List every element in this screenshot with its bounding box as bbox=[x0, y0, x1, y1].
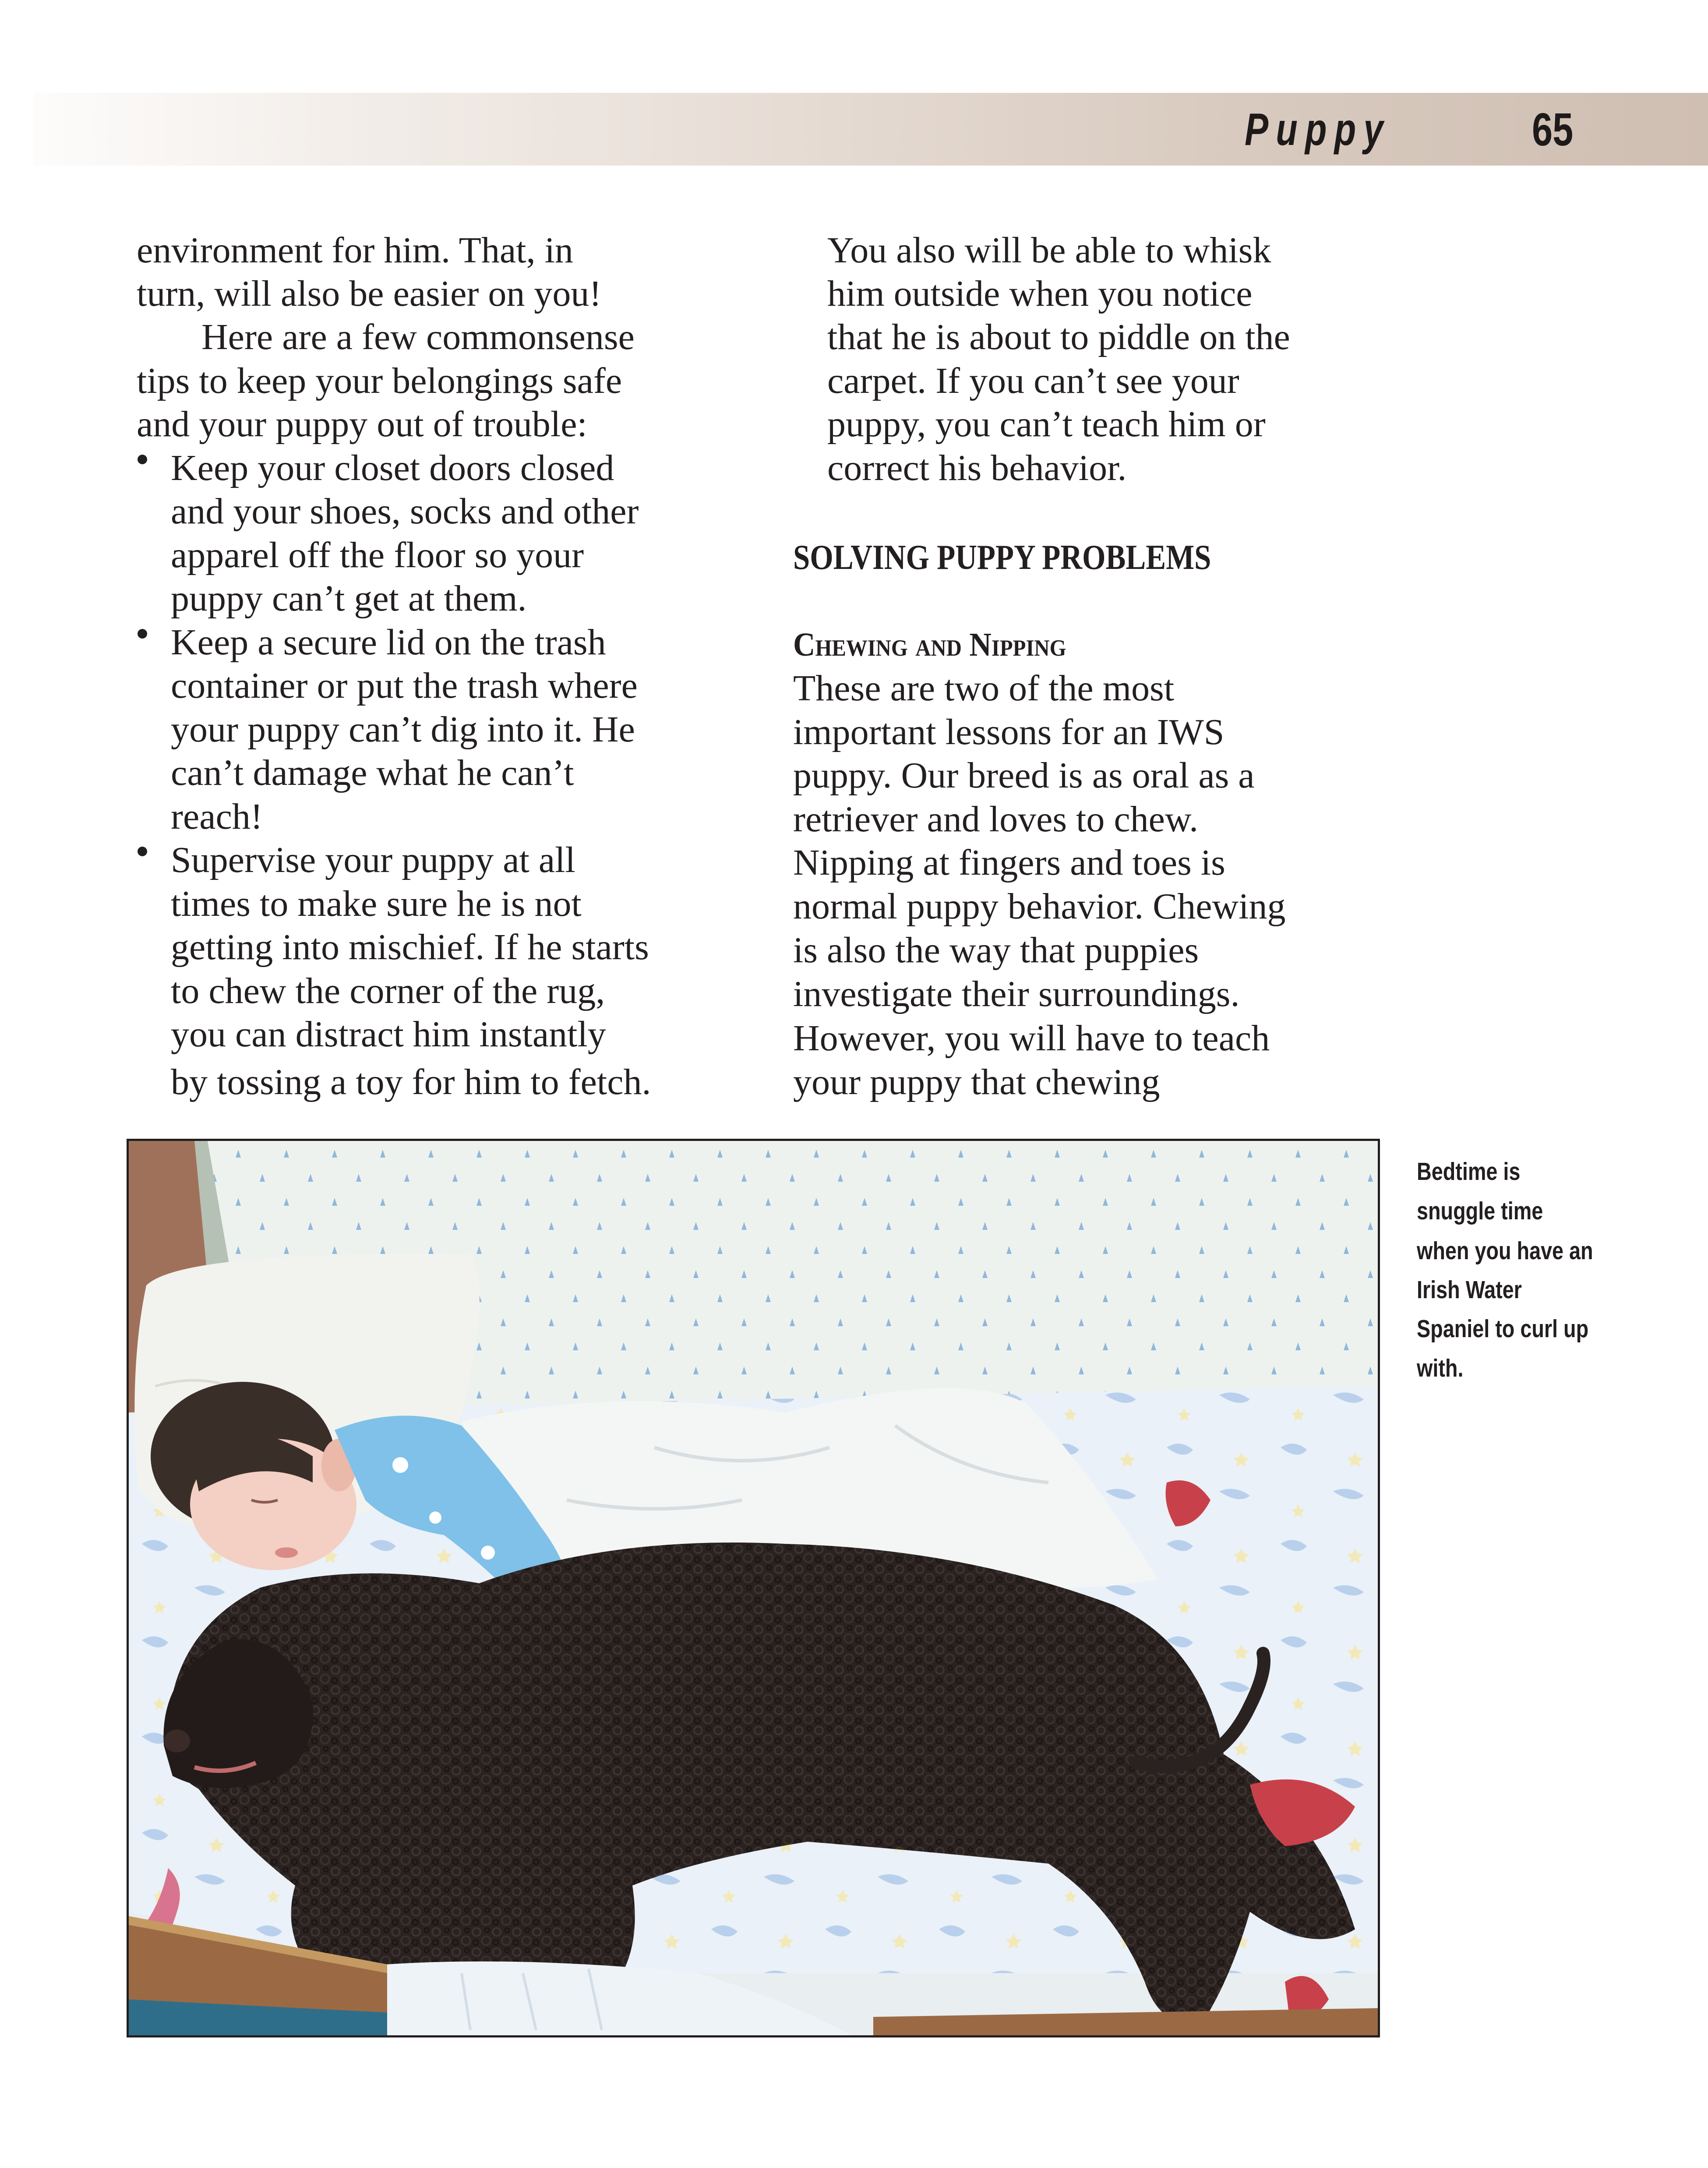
bullet-line: Keep a secure lid on the trash bbox=[171, 622, 606, 663]
body-line: important lessons for an IWS bbox=[793, 712, 1225, 752]
photo-boy-and-dog bbox=[127, 1139, 1380, 2037]
paragraph-first-line: Here are a few commonsense bbox=[201, 317, 635, 357]
body-line: turn, will also be easier on you! bbox=[137, 273, 602, 314]
bullet-line: puppy can’t get at them. bbox=[171, 578, 527, 619]
bullet-line: times to make sure he is not bbox=[171, 883, 582, 924]
photo-illustration bbox=[129, 1141, 1378, 2035]
body-line: carpet. If you can’t see your bbox=[827, 360, 1239, 401]
bullet-line: container or put the trash where bbox=[171, 665, 638, 706]
body-line: puppy, you can’t teach him or bbox=[827, 404, 1266, 445]
bullet-line: Keep your closet doors closed bbox=[171, 448, 614, 488]
body-line: and your puppy out of trouble: bbox=[137, 404, 587, 445]
caption-line: snuggle time bbox=[1417, 1197, 1543, 1225]
running-header-band bbox=[34, 93, 1708, 166]
bullet-line: and your shoes, socks and other bbox=[171, 491, 639, 532]
bullet-line: your puppy can’t dig into it. He bbox=[171, 709, 635, 750]
body-line: investigate their surroundings. bbox=[793, 974, 1240, 1014]
body-line: retriever and loves to chew. bbox=[793, 799, 1199, 840]
section-heading: SOLVING PUPPY PROBLEMS bbox=[793, 538, 1211, 577]
bullet-dot-icon bbox=[138, 629, 147, 639]
caption-line: Spaniel to curl up bbox=[1417, 1315, 1589, 1343]
body-line: your puppy that chewing bbox=[793, 1062, 1160, 1102]
caption-line: when you have an bbox=[1417, 1237, 1593, 1265]
body-line: correct his behavior. bbox=[827, 448, 1127, 488]
bullet-dot-icon bbox=[138, 455, 147, 464]
body-line: puppy. Our breed is as oral as a bbox=[793, 755, 1255, 796]
bullet-line: getting into mischief. If he starts bbox=[171, 927, 649, 967]
body-line: Nipping at fingers and toes is bbox=[793, 842, 1225, 883]
bullet-line: Supervise your puppy at all bbox=[171, 840, 575, 880]
body-line: However, you will have to teach bbox=[793, 1018, 1270, 1059]
bullet-line: reach! bbox=[171, 796, 263, 837]
bullet-line: by tossing a toy for him to fetch. bbox=[171, 1062, 651, 1102]
bullet-line: can’t damage what he can’t bbox=[171, 752, 574, 793]
caption-line: with. bbox=[1417, 1354, 1464, 1382]
body-line: These are two of the most bbox=[793, 668, 1175, 709]
caption-line: Irish Water bbox=[1417, 1276, 1522, 1304]
bullet-dot-icon bbox=[138, 847, 147, 856]
caption-line: Bedtime is bbox=[1417, 1158, 1521, 1186]
bullet-line: to chew the corner of the rug, bbox=[171, 971, 605, 1011]
page-number: 65 bbox=[1532, 104, 1574, 155]
body-line: is also the way that puppies bbox=[793, 930, 1199, 971]
bullet-line: apparel off the floor so your bbox=[171, 535, 584, 576]
body-line: You also will be able to whisk bbox=[827, 230, 1271, 271]
body-line: that he is about to piddle on the bbox=[827, 317, 1290, 357]
body-line: tips to keep your belongings safe bbox=[137, 360, 622, 401]
subsection-heading: Chewing and Nipping bbox=[793, 626, 1066, 663]
body-line: environment for him. That, in bbox=[137, 230, 573, 271]
running-head-title: Puppy bbox=[1245, 104, 1391, 155]
body-line: normal puppy behavior. Chewing bbox=[793, 886, 1286, 927]
bullet-line: you can distract him instantly bbox=[171, 1014, 606, 1055]
body-line: him outside when you notice bbox=[827, 273, 1253, 314]
